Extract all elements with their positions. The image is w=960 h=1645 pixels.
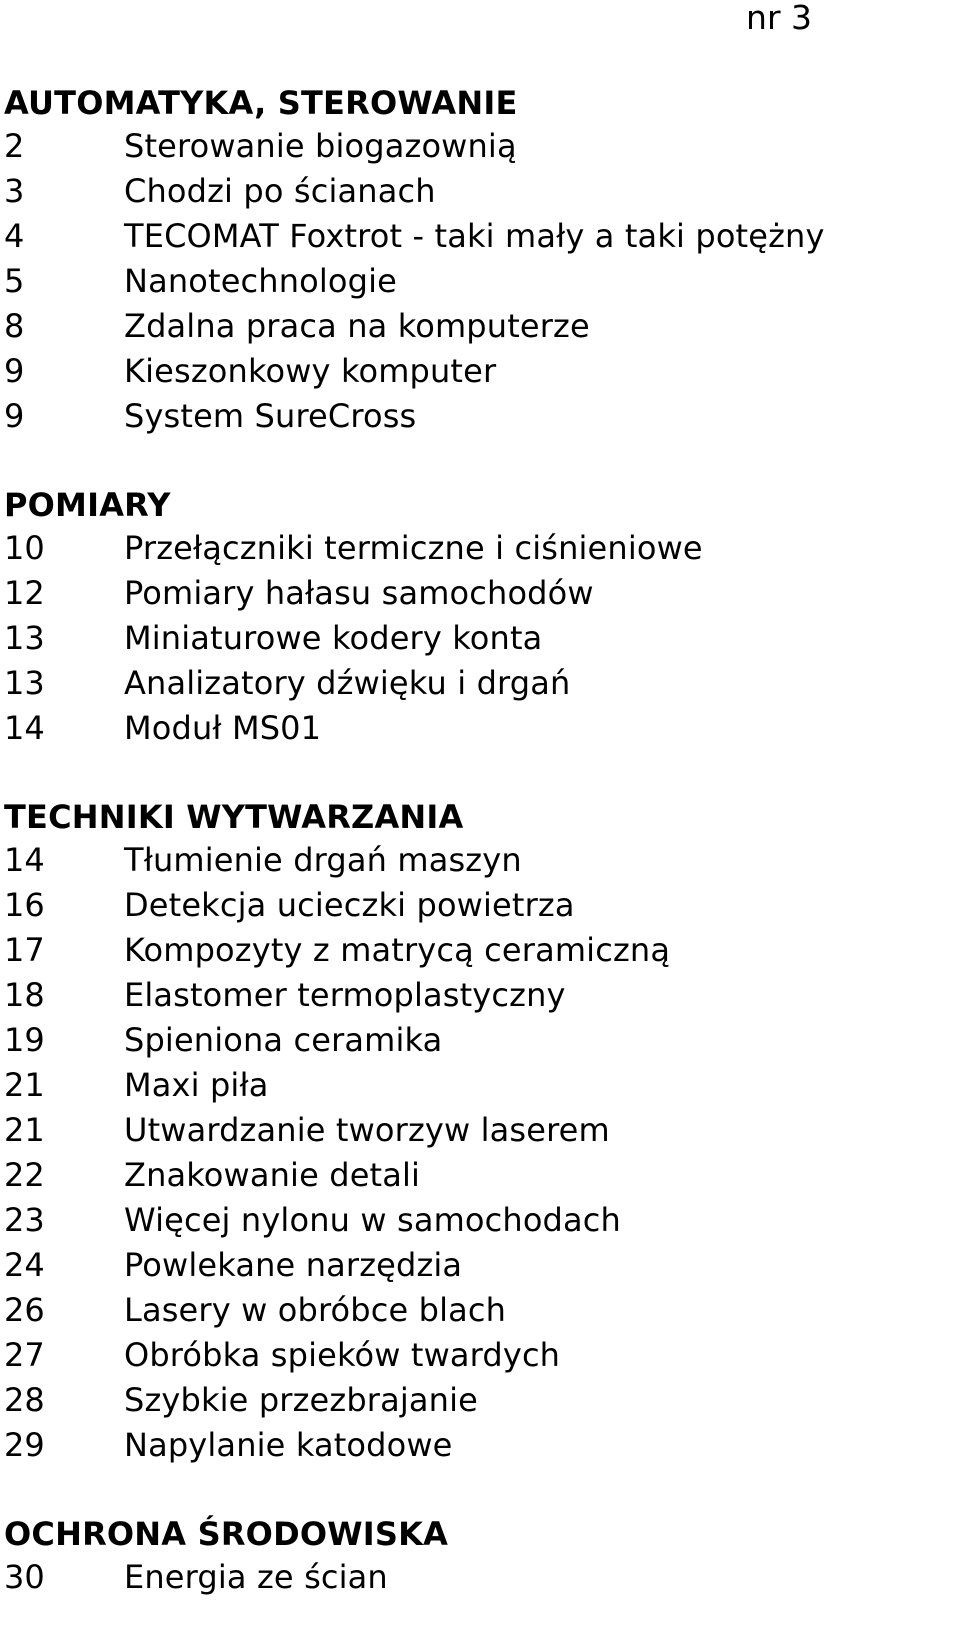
article-title: Elastomer termoplastyczny <box>124 976 566 1014</box>
toc-entry <box>4 1378 954 1423</box>
toc-entry <box>4 349 954 394</box>
page-number: 14 <box>4 709 45 747</box>
toc-entry <box>4 1108 954 1153</box>
article-title: Szybkie przezbrajanie <box>124 1381 478 1419</box>
article-title: Powlekane narzędzia <box>124 1246 463 1284</box>
toc-entry <box>4 1555 954 1600</box>
page-number: 3 <box>4 172 25 210</box>
toc-entry <box>4 571 954 616</box>
toc-entry <box>4 928 954 973</box>
issue-number: nr 3 <box>746 0 812 37</box>
article-title: Moduł MS01 <box>124 709 322 747</box>
toc-entry <box>4 616 954 661</box>
article-title: Kompozyty z matrycą ceramiczną <box>124 931 671 969</box>
toc-entry <box>4 706 954 751</box>
toc-entry <box>4 1333 954 1378</box>
toc-entry <box>4 883 954 928</box>
page-number: 27 <box>4 1336 45 1374</box>
article-title: Sterowanie biogazownią <box>124 127 517 165</box>
toc-section <box>4 484 954 751</box>
article-title: Kieszonkowy komputer <box>124 352 497 390</box>
section-heading: TECHNIKI WYTWARZANIA <box>4 798 464 836</box>
page-number: 9 <box>4 397 25 435</box>
page-number: 4 <box>4 217 25 255</box>
page-number: 30 <box>4 1558 45 1596</box>
toc-entry <box>4 304 954 349</box>
page-number: 13 <box>4 664 45 702</box>
toc-entry <box>4 838 954 883</box>
toc-entry <box>4 124 954 169</box>
page-number: 24 <box>4 1246 45 1284</box>
toc-entry <box>4 1423 954 1468</box>
page-number: 26 <box>4 1291 45 1329</box>
article-title: Pomiary hałasu samochodów <box>124 574 594 612</box>
toc-entry <box>4 973 954 1018</box>
toc-entry <box>4 169 954 214</box>
article-title: Nanotechnologie <box>124 262 397 300</box>
page-number: 21 <box>4 1111 45 1149</box>
article-title: Więcej nylonu w samochodach <box>124 1201 621 1239</box>
article-title: Przełączniki termiczne i ciśnieniowe <box>124 529 703 567</box>
toc-entry <box>4 1243 954 1288</box>
article-title: Energia ze ścian <box>124 1558 388 1596</box>
page-number: 16 <box>4 886 45 924</box>
page-number: 2 <box>4 127 25 165</box>
page-number: 10 <box>4 529 45 567</box>
toc-entry <box>4 1153 954 1198</box>
article-title: Utwardzanie tworzyw laserem <box>124 1111 610 1149</box>
page-number: 9 <box>4 352 25 390</box>
toc-section <box>4 1513 954 1600</box>
toc-entry <box>4 526 954 571</box>
page-number: 17 <box>4 931 45 969</box>
toc-entry <box>4 1198 954 1243</box>
page-number: 19 <box>4 1021 45 1059</box>
toc-entry <box>4 259 954 304</box>
page-number: 13 <box>4 619 45 657</box>
page-number: 8 <box>4 307 25 345</box>
page-number: 29 <box>4 1426 45 1464</box>
toc-section <box>4 796 954 1468</box>
toc-entry <box>4 214 954 259</box>
page-number: 14 <box>4 841 45 879</box>
article-title: Lasery w obróbce blach <box>124 1291 507 1329</box>
page-number: 21 <box>4 1066 45 1104</box>
page-number: 28 <box>4 1381 45 1419</box>
article-title: Tłumienie drgań maszyn <box>124 841 522 879</box>
toc-entry <box>4 1063 954 1108</box>
article-title: Spieniona ceramika <box>124 1021 443 1059</box>
article-title: Chodzi po ścianach <box>124 172 436 210</box>
page-number: 18 <box>4 976 45 1014</box>
article-title: Zdalna praca na komputerze <box>124 307 590 345</box>
article-title: System SureCross <box>124 397 417 435</box>
toc-entry <box>4 1288 954 1333</box>
article-title: Analizatory dźwięku i drgań <box>124 664 571 702</box>
article-title: TECOMAT Foxtrot - taki mały a taki potężny <box>124 217 825 255</box>
article-title: Obróbka spieków twardych <box>124 1336 561 1374</box>
toc-entry <box>4 1018 954 1063</box>
article-title: Maxi piła <box>124 1066 269 1104</box>
page-number: 5 <box>4 262 25 300</box>
section-heading: OCHRONA ŚRODOWISKA <box>4 1515 449 1553</box>
section-heading: AUTOMATYKA, STEROWANIE <box>4 84 518 122</box>
table-of-contents <box>4 82 954 1645</box>
article-title: Znakowanie detali <box>124 1156 421 1194</box>
article-title: Detekcja ucieczki powietrza <box>124 886 575 924</box>
page-number: 23 <box>4 1201 45 1239</box>
section-heading: POMIARY <box>4 486 171 524</box>
page-number: 12 <box>4 574 45 612</box>
toc-section <box>4 82 954 439</box>
toc-entry <box>4 394 954 439</box>
article-title: Miniaturowe kodery konta <box>124 619 543 657</box>
toc-entry <box>4 661 954 706</box>
article-title: Napylanie katodowe <box>124 1426 453 1464</box>
page-number: 22 <box>4 1156 45 1194</box>
